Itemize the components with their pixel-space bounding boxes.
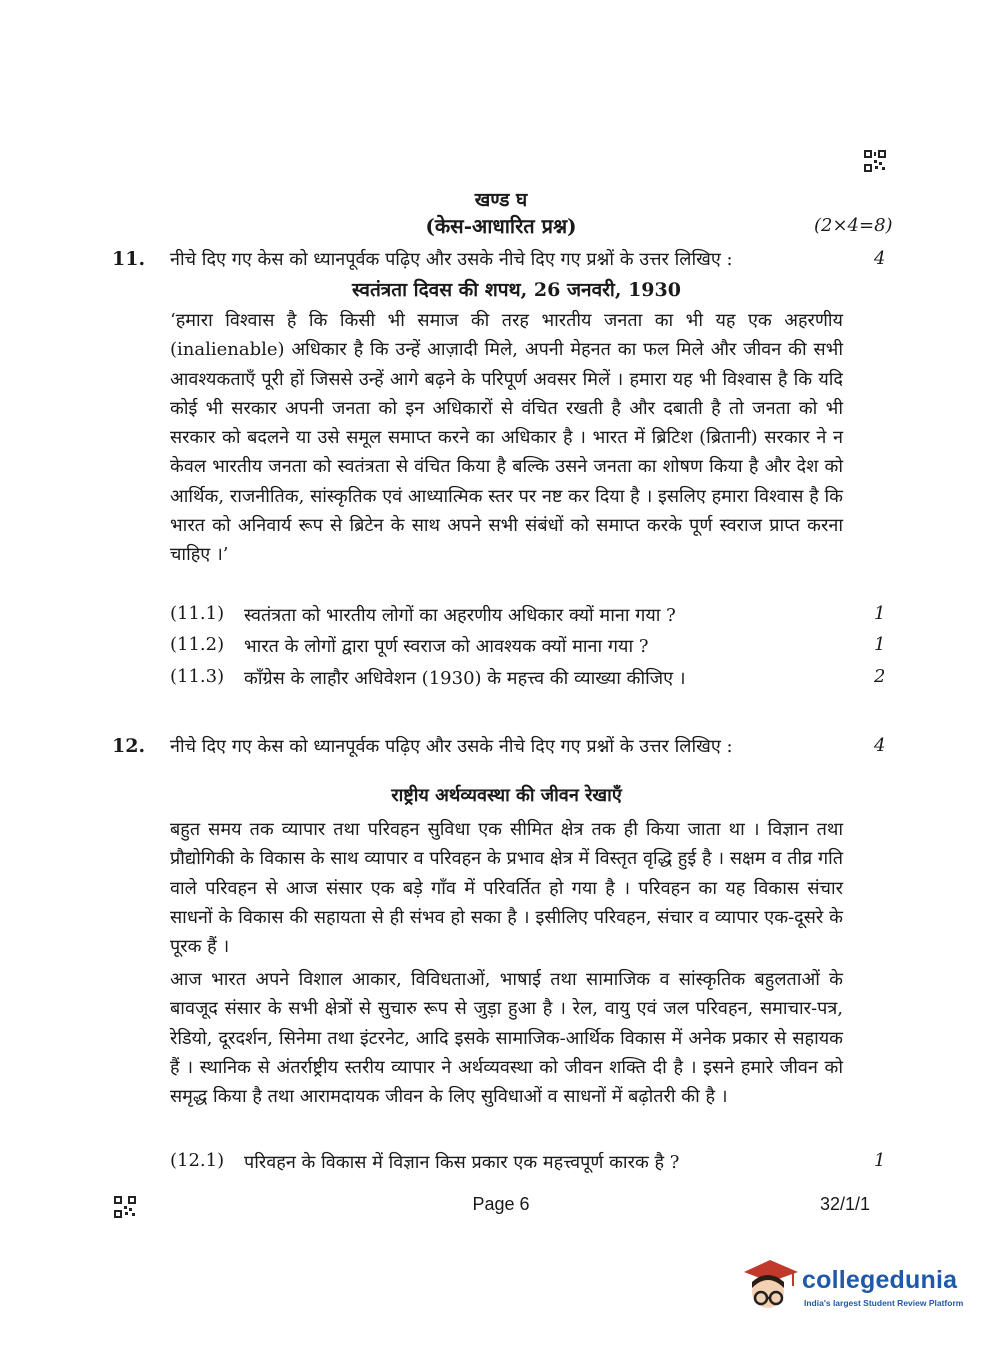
question-12-marks: 4 [874, 735, 886, 756]
question-12-heading: राष्ट्रीय अर्थव्यवस्था की जीवन रेखाएँ [391, 785, 622, 806]
sub-question-number: (11.1) [170, 603, 225, 624]
question-number-11: 11. [112, 248, 146, 270]
section-subtitle: (केस-आधारित प्रश्न) [425, 214, 577, 238]
paper-code: 32/1/1 [820, 1194, 871, 1214]
question-12-paragraph-2: आज भारत अपने विशाल आकार, विविधताओं, भाषाई तथा सामाजिक व सांस्कृतिक बहुलताओं के बावजूद संसार के सभी क्षेत्रों से सुचारु रूप से जुड़ा हुआ है । रेल, वायु एवं जल परिवहन, समाचार-पत्र, रेडियो, दूरदर्शन, सिनेमा तथा इंटरनेट, आदि इसके सामाजिक-आर्थिक विकास में अनेक प्रकार से सहायक हैं । स्थानिक से अंतर्राष्ट्रीय स्तरीय व्यापार ने अर्थव्यवस्था को जीवन शक्ति दी है । इसने हमारे जीवन को समृद्ध किया है तथा आरामदायक जीवन के लिए सुविधाओं व साधनों में बढ़ोतरी की है । [170, 969, 843, 1108]
question-11-heading: स्वतंत्रता दिवस की शपथ, 26 जनवरी, 1930 [352, 279, 681, 301]
sub-question-text: स्वतंत्रता को भारतीय लोगों का अहरणीय अधिकार क्यों माना गया ? [244, 605, 676, 626]
brand-tagline: India's largest Student Review Platform [804, 1298, 964, 1308]
page-number: Page 6 [472, 1194, 530, 1214]
sub-question-marks: 1 [874, 634, 886, 655]
question-number-12: 12. [112, 735, 146, 757]
question-11-marks: 4 [874, 248, 886, 269]
sub-question-marks: 2 [874, 666, 886, 687]
collegedunia-logo [740, 1258, 970, 1318]
question-12-paragraph-1: बहुत समय तक व्यापार तथा परिवहन सुविधा एक सीमित क्षेत्र तक ही किया जाता था । विज्ञान तथा प्रौद्योगिकी के विकास के साथ व्यापार व परिवहन के प्रभाव क्षेत्र में विस्तृत वृद्धि हुई है । सक्षम व तीव्र गति वाले परिवहन से आज संसार एक बड़े गाँव में परिवर्तित हो गया है । परिवहन का यह विकास संचार साधनों के विकास की सहायता से ही संभव हो सका है । इसीलिए परिवहन, संचार व व्यापार एक-दूसरे के पूरक हैं । [170, 819, 843, 958]
mascot-icon [740, 1258, 802, 1314]
brand-name: collegedunia [802, 1266, 958, 1294]
sub-question-number: (12.1) [170, 1150, 225, 1171]
question-11-instruction: नीचे दिए गए केस को ध्यानपूर्वक पढ़िए और उसके नीचे दिए गए प्रश्नों के उत्तर लिखिए : [170, 249, 733, 270]
section-marks: (2×4=8) [814, 215, 893, 236]
sub-question-text: काँग्रेस के लाहौर अधिवेशन (1930) के महत्त्व की व्याख्या कीजिए । [244, 668, 686, 689]
sub-question-text: परिवहन के विकास में विज्ञान किस प्रकार एक महत्त्वपूर्ण कारक है ? [244, 1152, 680, 1173]
sub-question-marks: 1 [874, 1150, 886, 1171]
sub-question-number: (11.3) [170, 666, 225, 687]
qr-code-icon [864, 150, 886, 172]
question-12-instruction: नीचे दिए गए केस को ध्यानपूर्वक पढ़िए और उसके नीचे दिए गए प्रश्नों के उत्तर लिखिए : [170, 736, 733, 757]
question-11-passage: ‘हमारा विश्वास है कि किसी भी समाज की तरह भारतीय जनता का भी यह एक अहरणीय (inalienable) अधिकार है कि उन्हें आज़ादी मिले, अपनी मेहनत का फल मिले और जीवन की सभी आवश्यकताएँ पूरी हों जिससे उन्हें आगे बढ़ने के परिपूर्ण अवसर मिलें । हमारा यह भी विश्वास है कि यदि कोई भी सरकार अपनी जनता को इन अधिकारों से वंचित रखती है और दबाती है तो जनता को भी सरकार को बदलने या उसे समूल समाप्त करने का अधिकार है । भारत में ब्रिटिश (ब्रितानी) सरकार ने न केवल भारतीय जनता को स्वतंत्रता से वंचित किया है बल्कि उसने जनता का शोषण किया है और देश को आर्थिक, राजनीतिक, सांस्कृतिक एवं आध्यात्मिक स्तर पर नष्ट कर दिया है । इसलिए हमारा विश्वास है कि भारत को अनिवार्य रूप से ब्रिटेन के साथ अपने सभी संबंधों को समाप्त करके पूर्ण स्वराज प्राप्त करना चाहिए ।’ [170, 310, 843, 566]
section-title: खण्ड घ [474, 189, 528, 211]
sub-question-number: (11.2) [170, 634, 225, 655]
sub-question-text: भारत के लोगों द्वारा पूर्ण स्वराज को आवश्यक क्यों माना गया ? [244, 636, 649, 657]
sub-question-marks: 1 [874, 603, 886, 624]
